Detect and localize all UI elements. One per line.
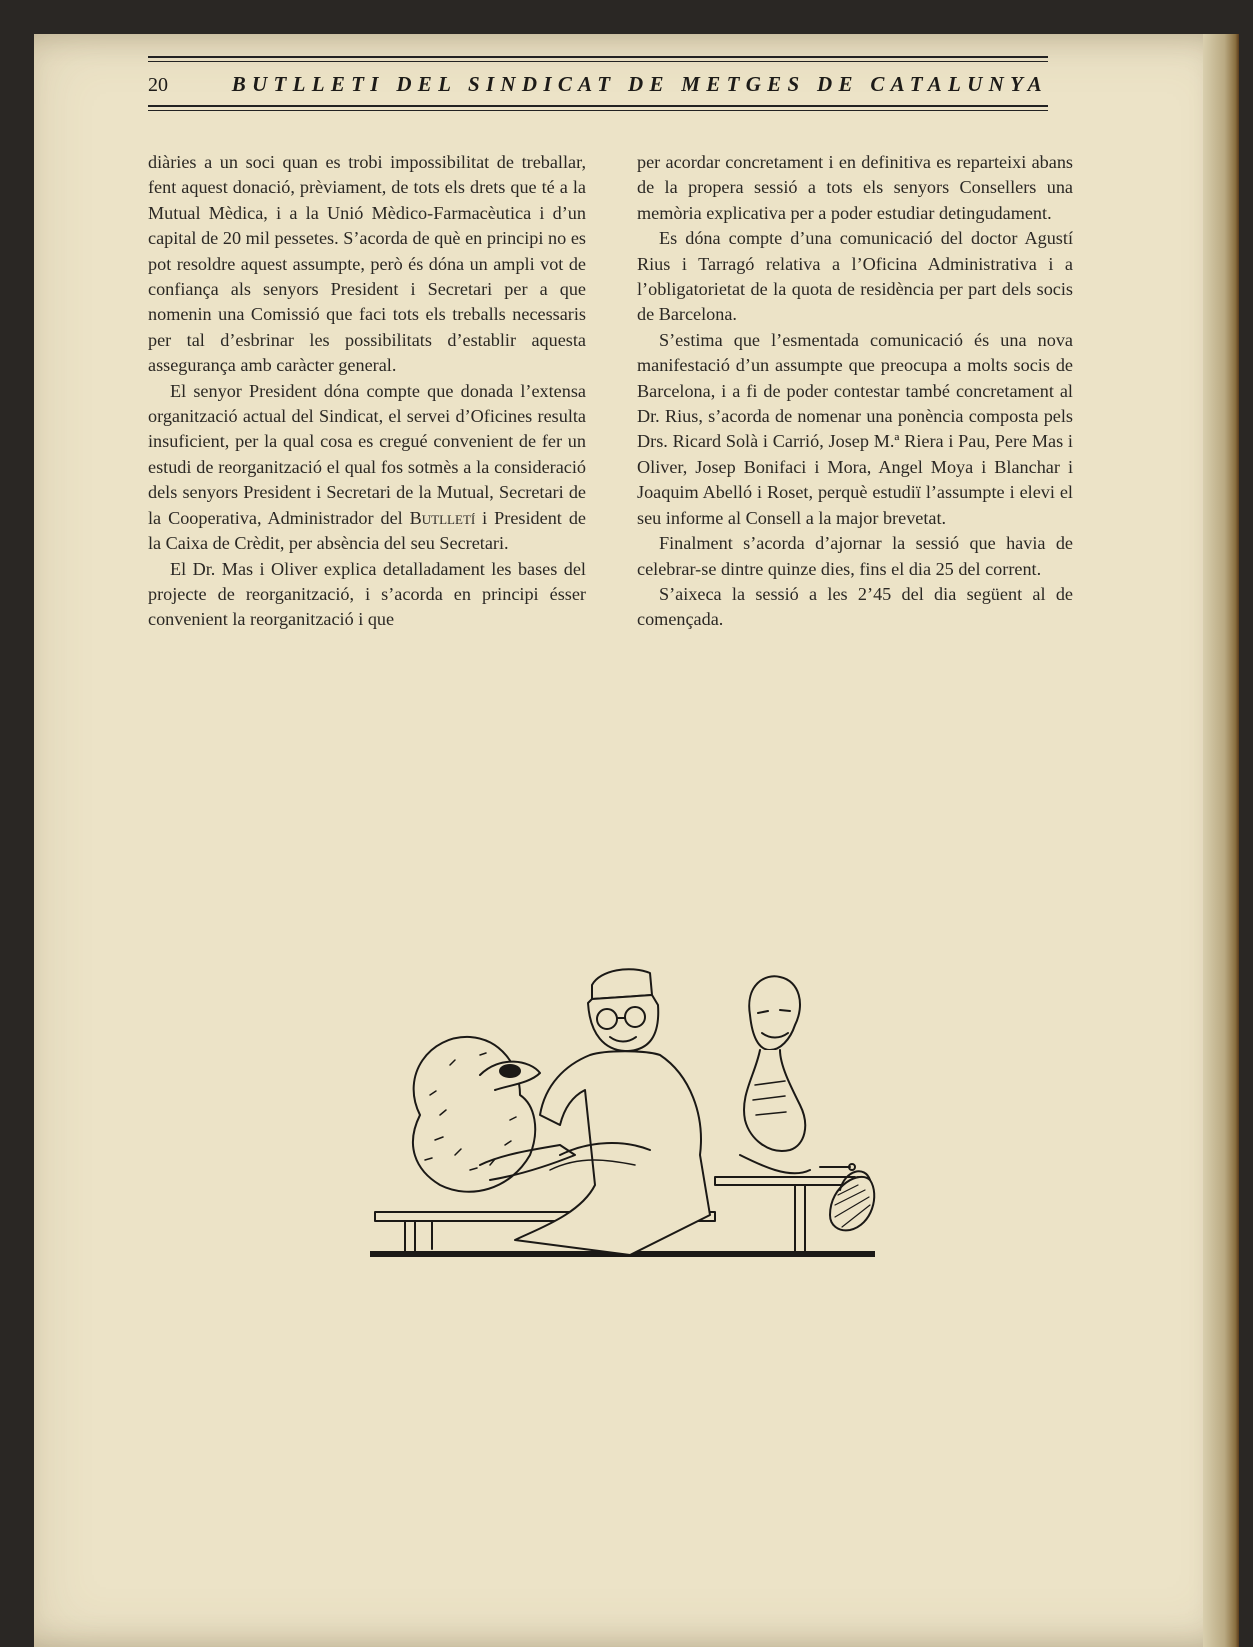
paragraph: diàries a un soci quan es trobi impossibilitat de treballar, fent aquest donació, prèviament, de tots els drets que té a la Mutual Mèdica, i a la Unió Mèdico-Farmacèutica i d’un capital de 20 mil pessetes. S’acorda de què en principi no es pot resoldre aquest assumpte, però és dóna un ampli vot de confiança als senyors President i Secretari per a que nomenin una Comissió que faci tots els treballs necessaris per tal d’esbrinar les possibilitats d’establir aquesta assegurança amb caràcter general.	[148, 152, 586, 376]
skeletal-patient	[740, 976, 810, 1173]
header-rule-bottom-thin	[148, 110, 1048, 111]
paragraph: Es dóna compte d’una comunicació del doctor Agustí Rius i Tarragó relativa a l’Oficina Administrativa i a l’obligatorietat de la quota de residència per part dels socis de Barcelona.	[637, 228, 1073, 325]
journal-name-smallcaps: Butlletí	[409, 507, 476, 528]
paragraph: El Dr. Mas i Oliver explica detalladament les bases del projecte de reorganització, i s’acorda en principi ésser convenient la reorganització i que	[148, 558, 586, 630]
paragraph-text: i President de la Caixa de Crèdit, per absència del seu Secretari.	[148, 507, 586, 554]
paragraph: per acordar concretament i en definitiva es reparteixi abans de la propera sessió a tots els senyors Consellers una memòria explicativa per a poder estudiar detingudament.	[637, 152, 1073, 223]
header-rule-top-thin	[148, 61, 1048, 62]
cartoon-illustration	[360, 955, 900, 1275]
paragraph-text: El senyor President dóna compte que donada l’extensa organització actual del Sindicat, el servei d’Oficines resulta insuficient, per la qual cosa es cregué convenient de fer un estudi de reorganització el qual fos sotmès a la consideració dels senyors President i Secretari de la Mutual, Secretari de la Cooperativa, Administrador del	[148, 380, 586, 528]
journal-title: BUTLLETI DEL SINDICAT DE METGES DE CATALUNYA	[231, 72, 1048, 96]
paragraph: S’aixeca la sessió a les 2’45 del dia següent al de començada.	[637, 583, 1073, 630]
header-rule-bottom	[148, 105, 1048, 107]
page-number: 20	[148, 74, 168, 96]
paragraph: Finalment s’acorda d’ajornar la sessió que havia de celebrar-se dintre quinze dies, fins el dia 25 del corrent.	[637, 533, 1073, 579]
text-column-right	[637, 150, 1073, 633]
page-gutter-edge	[1203, 34, 1239, 1647]
header-rule-top	[148, 56, 1048, 58]
paragraph	[148, 379, 586, 557]
paragraph: S’estima que l’esmentada comunicació és una nova manifestació d’un assumpte que preocupa a molts socis de Barcelona, i a fi de poder contestar també concretament al Dr. Rius, s’acorda de nomenar una ponència composta pels Drs. Ricard Solà i Carrió, Josep M.ª Riera i Pau, Pere Mas i Oliver, Josep Bonifaci i Mora, Angel Moya i Blanchar i Joaquim Abelló i Roset, perquè estudiï l’assumpte i elevi el seu informe al Consell a la major brevetat.	[637, 329, 1073, 528]
text-column-left	[148, 150, 586, 633]
running-header	[148, 56, 1048, 111]
